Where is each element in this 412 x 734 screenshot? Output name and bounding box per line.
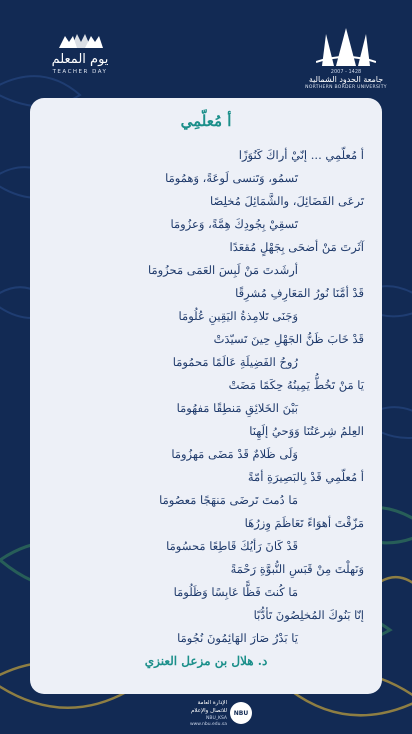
poem-verse: تَرعَى الفَضَائِلَ، والشَّمَائِلَ مُخلِصًا xyxy=(209,194,364,208)
poem-verse: بَيْنَ الخَلائِقِ مَنطِقًا مَفهُومَا xyxy=(176,401,298,415)
university-logo xyxy=(300,28,392,90)
poem-verse: تَسقِيْ بِجُودِكَ هِمَّةً، وَعزُومَا xyxy=(170,217,298,231)
poem-verse: قَدْ كَانَ رَأيُكَ قَاطِعًا مَحسُومَا xyxy=(166,539,298,553)
poem-verse: العِلمُ شِرعَتُنَا وَوَحيُ إلَهِنَا xyxy=(249,424,364,438)
poem-author: د. هلال بن مزعل العنزي xyxy=(144,654,268,668)
poem-verse: مَزّقْتَ أهوَاءً تَعَاظَمَ وِزرُهَا xyxy=(244,516,364,530)
poem-verse: تَسمُو، وَتَنسى لَوعَةً، وَهمُومَا xyxy=(165,171,298,185)
poem-verse: إنّا بَنُوكَ المُخلِصُونَ تَأدُّبًا xyxy=(253,608,364,622)
university-emblem-icon xyxy=(316,28,376,68)
poem-verse: آثَرتَ مَنْ أضحَى بِجَهْلٍ مُقعَدًا xyxy=(229,240,364,254)
poem-verse: قَدْ أمَّنَا نُورُ المَعَارِفِ مُشرِقًا xyxy=(235,286,364,300)
poem-verse: وَنَهلْتَ مِنْ قَبَسِ النُّبوَّةِ رَحْمَةً xyxy=(230,562,364,576)
poem-verse: وَلَى ظَلامٌ قَدْ مَضَى مَهزُومَا xyxy=(171,447,298,461)
poem-verse: مَا كُنتَ فَظًّا عَابِسًا وَظَلُومَا xyxy=(173,585,298,599)
poem-verse: يَا مَنْ تَخُطُّ يَمِينُهُ حِكَمًا مَضَتْ xyxy=(228,378,364,392)
footer-branding xyxy=(160,700,255,728)
poem-verse: مَا دُمتَ تَرضَى مَنهَجًا مَعصُومَا xyxy=(159,493,298,507)
poem-title: أ مُعلّمِي xyxy=(180,112,232,130)
poem-verses xyxy=(44,144,368,650)
footer-website: www.nbu.edu.sa xyxy=(189,722,227,727)
poem-verse: أ مُعلّمِي ... إنّيْ أراكَ كَنُوَزًا xyxy=(238,148,364,162)
poem-verse: أ مُعلّمِي قَدْ بِالبَصِيرَةِ أمّةً xyxy=(247,470,364,484)
poem-verse: قَدْ خَابَ ظَنُّ الجَهْلِ حِينَ تَسيّدَتْ xyxy=(213,332,364,346)
poem-verse: يَا بَدْرُ صَارَ الهَائِمُونَ نُجُومَا xyxy=(177,631,298,645)
poem-card xyxy=(30,98,382,694)
teacher-day-arabic: يوم المعلم xyxy=(51,52,109,67)
teacher-day-logo xyxy=(40,32,120,75)
university-arabic-name: جامعة الحدود الشمالية xyxy=(308,75,384,84)
university-years: 2007 - 1428 xyxy=(330,69,362,75)
teacher-day-emblem-icon xyxy=(57,32,103,50)
footer-dept-line1: الإدارة العامة xyxy=(197,700,227,706)
teacher-day-english: TEACHER DAY xyxy=(52,69,108,75)
footer-handle: NBU_KSA xyxy=(206,716,227,721)
footer-dept-line2: للاتصال والإعلام xyxy=(191,708,227,714)
poem-verse: أرشَدتَ مَنْ لَبِسَ العَمَى مَحزُومَا xyxy=(147,263,298,277)
poem-verse: وَجَنَى تَلامِذةُ اليَقِينِ عُلُومَا xyxy=(178,309,298,323)
poem-verse: رُوحُ الفَضِيلَةِ عَالَمًا مَحمُومَا xyxy=(172,355,298,369)
nbu-badge: NBU xyxy=(230,702,252,724)
university-english-name: NORTHERN BORDER UNIVERSITY xyxy=(305,85,387,90)
